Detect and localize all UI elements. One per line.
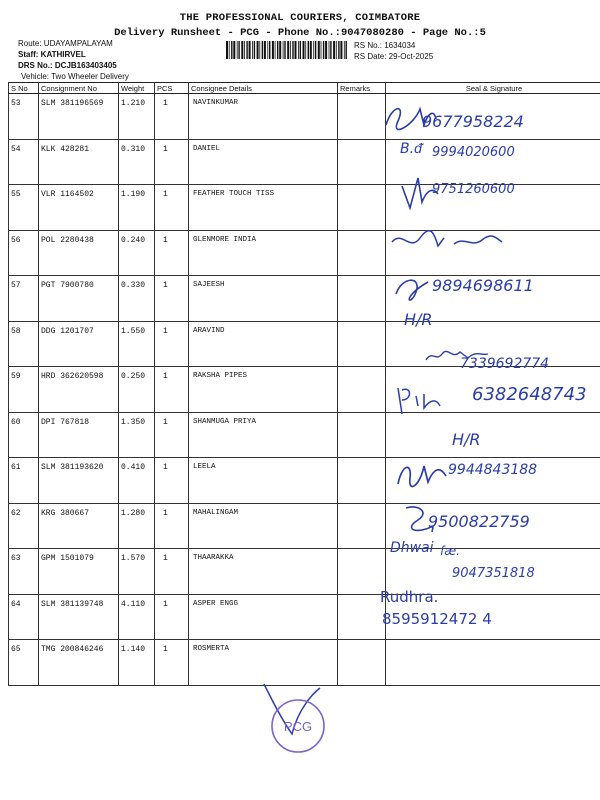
row-remarks <box>338 139 386 185</box>
row-weight: 1.570 <box>119 549 155 595</box>
table-row <box>9 321 600 367</box>
row-weight: 0.250 <box>119 367 155 413</box>
row-weight: 1.350 <box>119 412 155 458</box>
barcode-bar <box>269 41 270 59</box>
row-remarks <box>338 458 386 504</box>
row-pcs: 1 <box>155 412 189 458</box>
drs-text: DRS No.: DCJB163403405 <box>18 61 117 70</box>
row-consignee: FEATHER TOUCH TISS <box>189 185 338 231</box>
barcode-bar <box>259 41 260 59</box>
table-row <box>9 458 600 504</box>
row-consignee: ASPER ENGG <box>189 594 338 640</box>
table-row <box>9 185 600 231</box>
barcode-bar <box>249 41 251 59</box>
row-sno: 60 <box>9 412 39 458</box>
signature-54-initials: B.ᵭ <box>400 141 422 157</box>
meta-right <box>354 40 433 62</box>
row-pcs: 1 <box>155 139 189 185</box>
col-sign-header: Seal & Signature <box>386 83 600 94</box>
row-signature <box>386 458 600 504</box>
route-text: Route: UDAYAMPALAYAM <box>18 39 113 48</box>
row-consignment-no: DPI 767818 <box>39 412 119 458</box>
row-signature <box>386 230 600 276</box>
barcode-bar <box>231 41 232 59</box>
row-pcs: 1 <box>155 367 189 413</box>
row-consignment-no: HRD 362620598 <box>39 367 119 413</box>
signature-53-phone: 9677958224 <box>422 112 524 131</box>
row-pcs: 1 <box>155 321 189 367</box>
barcode-bar <box>257 41 259 59</box>
barcode-bar <box>305 41 306 59</box>
row-consignee: MAHALINGAM <box>189 503 338 549</box>
row-sno: 59 <box>9 367 39 413</box>
signature-60-phone: 6382648743 <box>472 384 587 405</box>
meta-left <box>18 38 129 82</box>
row-sno: 62 <box>9 503 39 549</box>
row-sno: 64 <box>9 594 39 640</box>
barcode-bar <box>233 41 235 59</box>
stamp-text: PCG <box>283 719 313 734</box>
signature-64-phone: 9047351818 <box>452 566 535 581</box>
row-sno: 57 <box>9 276 39 322</box>
row-weight: 4.110 <box>119 594 155 640</box>
row-sno: 54 <box>9 139 39 185</box>
row-signature <box>386 94 600 140</box>
table-row <box>9 503 600 549</box>
signature-57-phone: 9894698611 <box>432 276 534 295</box>
signature-54-mark: ᵭ <box>414 141 422 157</box>
barcode-bar <box>262 41 263 59</box>
barcode-bar <box>329 41 330 59</box>
row-pcs: 1 <box>155 594 189 640</box>
barcode-bar <box>344 41 345 59</box>
row-sno: 55 <box>9 185 39 231</box>
row-sno: 53 <box>9 94 39 140</box>
row-consignment-no: PGT 7900780 <box>39 276 119 322</box>
row-consignee: ARAVIND <box>189 321 338 367</box>
table-row <box>9 276 600 322</box>
barcode-bar <box>252 41 253 59</box>
signature-65-phone: 8595912472 4 <box>382 610 492 628</box>
barcode-bar <box>346 41 347 59</box>
row-consignee: DANIEL <box>189 139 338 185</box>
row-pcs: 1 <box>155 640 189 686</box>
barcode-bar <box>267 41 268 59</box>
row-signature <box>386 503 600 549</box>
row-remarks <box>338 640 386 686</box>
row-remarks <box>338 185 386 231</box>
row-signature <box>386 276 600 322</box>
staff-text: Staff: KATHIRVEL <box>18 50 86 59</box>
barcode-bar <box>241 41 243 59</box>
vehicle-text: Vehicle: Two Wheeler Delivery <box>21 72 129 81</box>
row-consignee: GLENMORE INDIA <box>189 230 338 276</box>
barcode-bar <box>325 41 327 59</box>
barcode-bar <box>303 41 305 59</box>
row-weight: 1.280 <box>119 503 155 549</box>
barcode-bar <box>229 41 230 59</box>
col-sno-header: S No <box>9 83 39 94</box>
signature-58-remark: H/R <box>404 310 433 329</box>
row-signature <box>386 594 600 640</box>
row-consignee: SAJEESH <box>189 276 338 322</box>
row-pcs: 1 <box>155 230 189 276</box>
barcode-bar <box>310 41 312 59</box>
barcode-bar <box>279 41 281 59</box>
row-remarks <box>338 367 386 413</box>
row-consignment-no: DDG 1201707 <box>39 321 119 367</box>
col-pcs-header: PCS <box>155 83 189 94</box>
row-sno: 56 <box>9 230 39 276</box>
table-row <box>9 640 600 686</box>
row-weight: 0.410 <box>119 458 155 504</box>
barcode-bar <box>300 41 301 59</box>
row-remarks <box>338 412 386 458</box>
row-signature <box>386 549 600 595</box>
barcode-bar <box>238 41 239 59</box>
row-pcs: 1 <box>155 549 189 595</box>
barcode-bar <box>254 41 255 59</box>
rs-number: RS No.: 1634034 <box>354 41 416 50</box>
signature-65-name: Rudhra. <box>380 588 439 606</box>
row-signature <box>386 139 600 185</box>
barcode-bar <box>336 41 337 59</box>
row-consignee: ROSMERTA <box>189 640 338 686</box>
row-pcs: 1 <box>155 503 189 549</box>
table-row <box>9 367 600 413</box>
signature-64-name: Dhwai <box>390 540 434 556</box>
col-weight-header: Weight <box>119 83 155 94</box>
row-consignment-no: KRG 380667 <box>39 503 119 549</box>
col-consignment-header: Consignment No <box>39 83 119 94</box>
table-row <box>9 549 600 595</box>
row-consignment-no: POL 2280438 <box>39 230 119 276</box>
company-title: THE PROFESSIONAL COURIERS, COIMBATORE <box>179 12 421 24</box>
row-remarks <box>338 321 386 367</box>
signature-61-remark: H/R <box>452 430 481 449</box>
barcode-bar <box>272 41 274 59</box>
row-consignee: LEELA <box>189 458 338 504</box>
table-row <box>9 594 600 640</box>
signature-62-phone: 9944843188 <box>448 462 538 478</box>
barcode-bar <box>323 41 324 59</box>
signature-63-phone: 9500822759 <box>428 512 530 531</box>
signature-55-phone: 9751260600 <box>432 182 515 197</box>
row-sno: 63 <box>9 549 39 595</box>
col-remarks-header: Remarks <box>338 83 386 94</box>
row-remarks <box>338 594 386 640</box>
row-remarks <box>338 276 386 322</box>
row-weight: 1.140 <box>119 640 155 686</box>
row-consignee: NAVINKUMAR <box>189 94 338 140</box>
barcode-bar <box>292 41 293 59</box>
barcode-bar <box>333 41 335 59</box>
barcode-bar <box>284 41 285 59</box>
barcode-bar <box>244 41 245 59</box>
row-pcs: 1 <box>155 94 189 140</box>
col-consignee-header: Consignee Details <box>189 83 338 94</box>
row-pcs: 1 <box>155 458 189 504</box>
row-signature <box>386 321 600 367</box>
table-header-row <box>9 83 600 94</box>
barcode-bar <box>226 41 228 59</box>
barcode-bar <box>264 41 266 59</box>
table-row <box>9 230 600 276</box>
barcode-bar <box>283 41 284 59</box>
rs-date: RS Date: 29-Oct-2025 <box>354 52 434 61</box>
row-consignment-no: GPM 1501079 <box>39 549 119 595</box>
row-pcs: 1 <box>155 276 189 322</box>
row-remarks <box>338 230 386 276</box>
barcode-bar <box>275 41 276 59</box>
barcode-bar <box>287 41 289 59</box>
signature-54-phone: 9994020600 <box>432 145 515 160</box>
row-weight: 0.330 <box>119 276 155 322</box>
signature-64-mark: fæ. <box>440 544 460 558</box>
barcode-bar <box>318 41 320 59</box>
table-row <box>9 139 600 185</box>
runsheet-table <box>8 82 600 686</box>
barcode <box>226 41 350 59</box>
row-signature <box>386 367 600 413</box>
row-sno: 58 <box>9 321 39 367</box>
barcode-bar <box>277 41 278 59</box>
row-consignee: SHANMUGA PRIYA <box>189 412 338 458</box>
row-weight: 1.210 <box>119 94 155 140</box>
barcode-bar <box>340 41 342 59</box>
row-sno: 65 <box>9 640 39 686</box>
row-signature <box>386 412 600 458</box>
row-remarks <box>338 503 386 549</box>
barcode-bar <box>246 41 247 59</box>
row-pcs: 1 <box>155 185 189 231</box>
row-consignment-no: KLK 428281 <box>39 139 119 185</box>
row-signature <box>386 185 600 231</box>
row-remarks <box>338 549 386 595</box>
row-consignment-no: SLM 381196569 <box>39 94 119 140</box>
barcode-bar <box>338 41 339 59</box>
row-consignment-no: VLR 1164502 <box>39 185 119 231</box>
signature-59-phone: 7339692774 <box>460 356 550 372</box>
table-row <box>9 94 600 140</box>
barcode-bar <box>321 41 322 59</box>
runsheet-title: Delivery Runsheet - PCG - Phone No.:9047080280 - Page No.:5 <box>114 27 486 39</box>
barcode-bar <box>290 41 291 59</box>
barcode-bar <box>315 41 316 59</box>
row-weight: 0.310 <box>119 139 155 185</box>
table-row <box>9 412 600 458</box>
row-consignee: RAKSHA PIPES <box>189 367 338 413</box>
row-weight: 0.240 <box>119 230 155 276</box>
row-consignment-no: SLM 381139748 <box>39 594 119 640</box>
row-signature <box>386 640 600 686</box>
row-consignment-no: SLM 381193620 <box>39 458 119 504</box>
row-remarks <box>338 94 386 140</box>
barcode-bar <box>237 41 238 59</box>
row-consignment-no: TMG 200846246 <box>39 640 119 686</box>
barcode-bar <box>308 41 309 59</box>
row-sno: 61 <box>9 458 39 504</box>
barcode-bar <box>295 41 297 59</box>
barcode-bar <box>298 41 299 59</box>
barcode-bar <box>330 41 331 59</box>
barcode-bar <box>313 41 314 59</box>
pcg-stamp <box>262 680 362 780</box>
row-weight: 1.550 <box>119 321 155 367</box>
row-consignee: THAARAKKA <box>189 549 338 595</box>
row-weight: 1.190 <box>119 185 155 231</box>
